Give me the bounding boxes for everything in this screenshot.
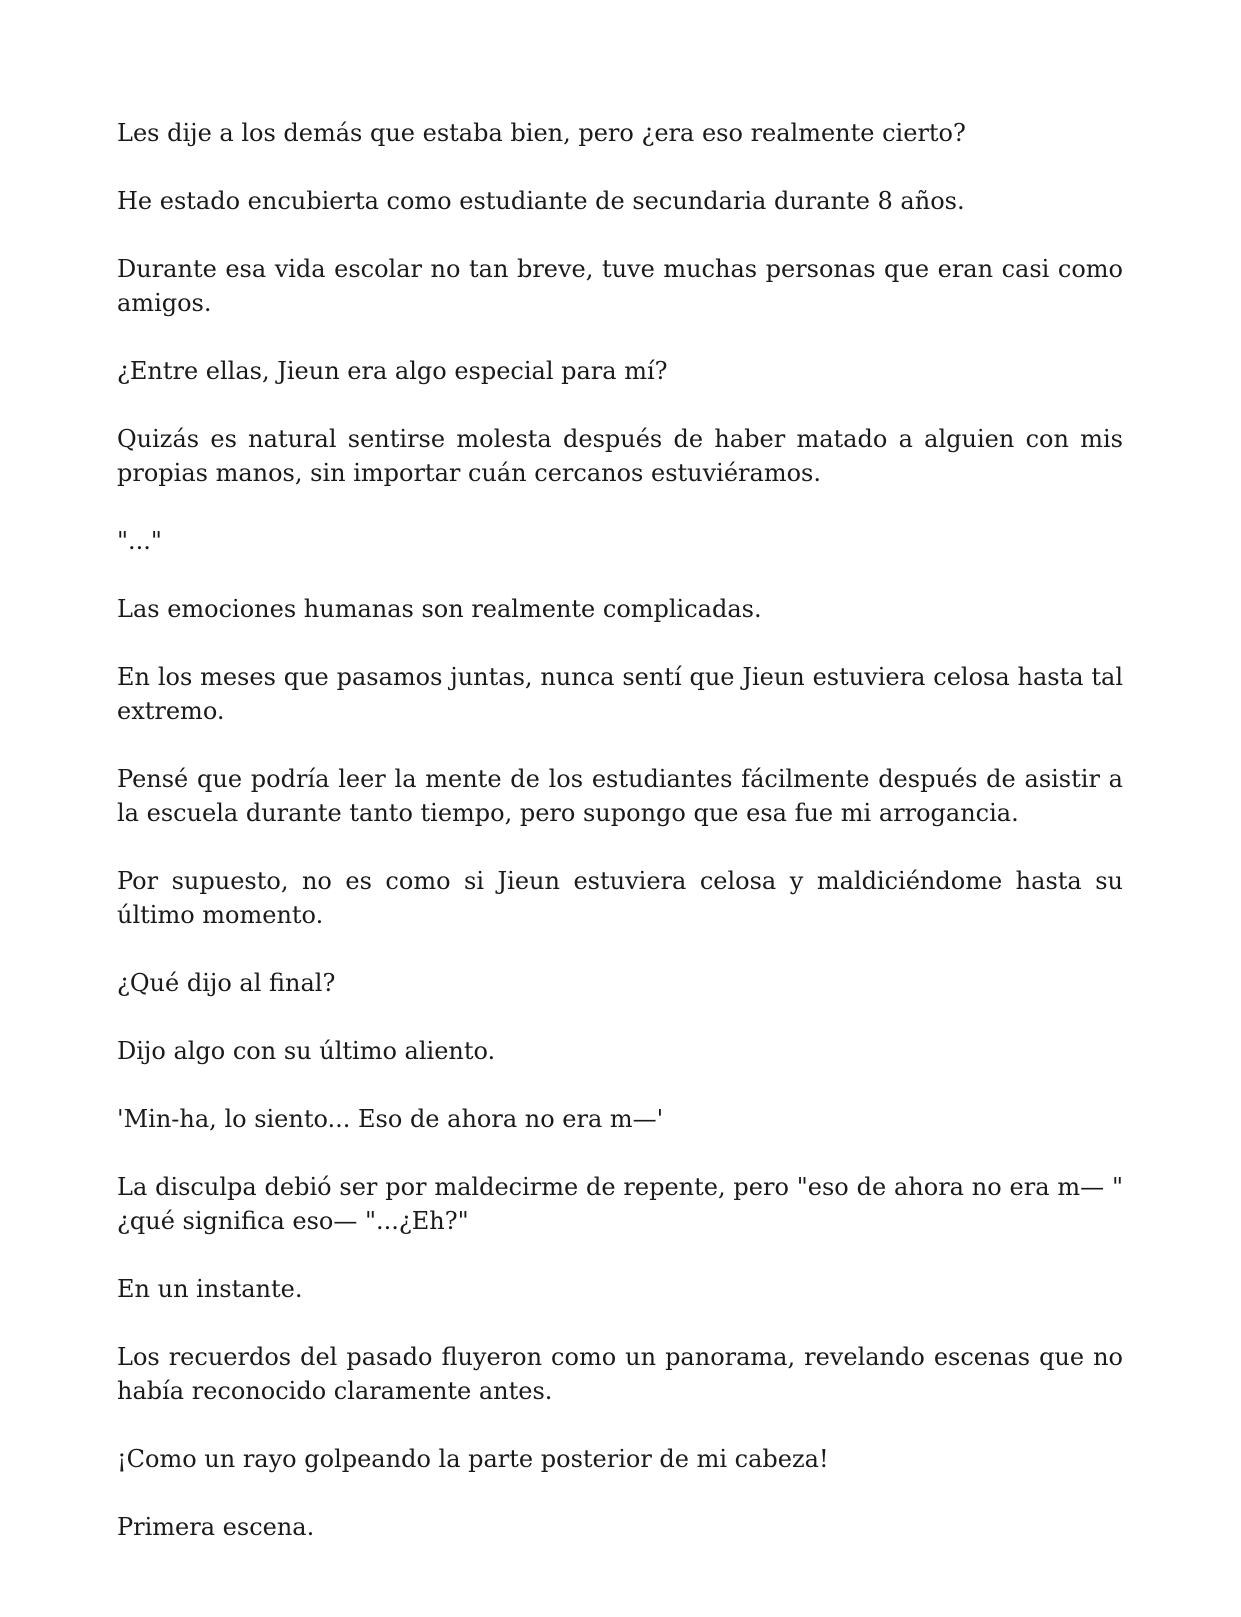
- paragraph: Por supuesto, no es como si Jieun estuviera celosa y maldiciéndome hasta su último momento.: [117, 867, 1123, 929]
- paragraph: Los recuerdos del pasado fluyeron como un panorama, revelando escenas que no había reconocido claramente antes.: [117, 1343, 1123, 1405]
- document-body: [117, 116, 1123, 1578]
- paragraph: En un instante.: [117, 1275, 303, 1303]
- paragraph: Dijo algo con su último aliento.: [117, 1037, 496, 1065]
- paragraph: Quizás es natural sentirse molesta después de haber matado a alguien con mis propias manos, sin importar cuán cercanos estuviéramos.: [117, 425, 1123, 487]
- paragraph: ¿Entre ellas, Jieun era algo especial para mí?: [117, 357, 668, 385]
- paragraph: ¡Como un rayo golpeando la parte posterior de mi cabeza!: [117, 1445, 829, 1473]
- paragraph: En los meses que pasamos juntas, nunca sentí que Jieun estuviera celosa hasta tal extremo.: [117, 663, 1123, 725]
- paragraph: He estado encubierta como estudiante de secundaria durante 8 años.: [117, 187, 965, 215]
- paragraph: 'Min-ha, lo siento... Eso de ahora no era m—': [117, 1105, 664, 1133]
- paragraph: Primera escena.: [117, 1513, 315, 1541]
- paragraph: ¿Qué dijo al final?: [117, 969, 336, 997]
- paragraph: Pensé que podría leer la mente de los estudiantes fácilmente después de asistir a la escuela durante tanto tiempo, pero supongo que esa fue mi arrogancia.: [117, 765, 1123, 827]
- paragraph: Les dije a los demás que estaba bien, pero ¿era eso realmente cierto?: [117, 119, 966, 147]
- paragraph: "...": [117, 527, 162, 555]
- paragraph: Durante esa vida escolar no tan breve, tuve muchas personas que eran casi como amigos.: [117, 255, 1123, 317]
- paragraph: Las emociones humanas son realmente complicadas.: [117, 595, 762, 623]
- paragraph: La disculpa debió ser por maldecirme de repente, pero "eso de ahora no era m— " ¿qué significa eso— "...¿Eh?": [117, 1173, 1123, 1235]
